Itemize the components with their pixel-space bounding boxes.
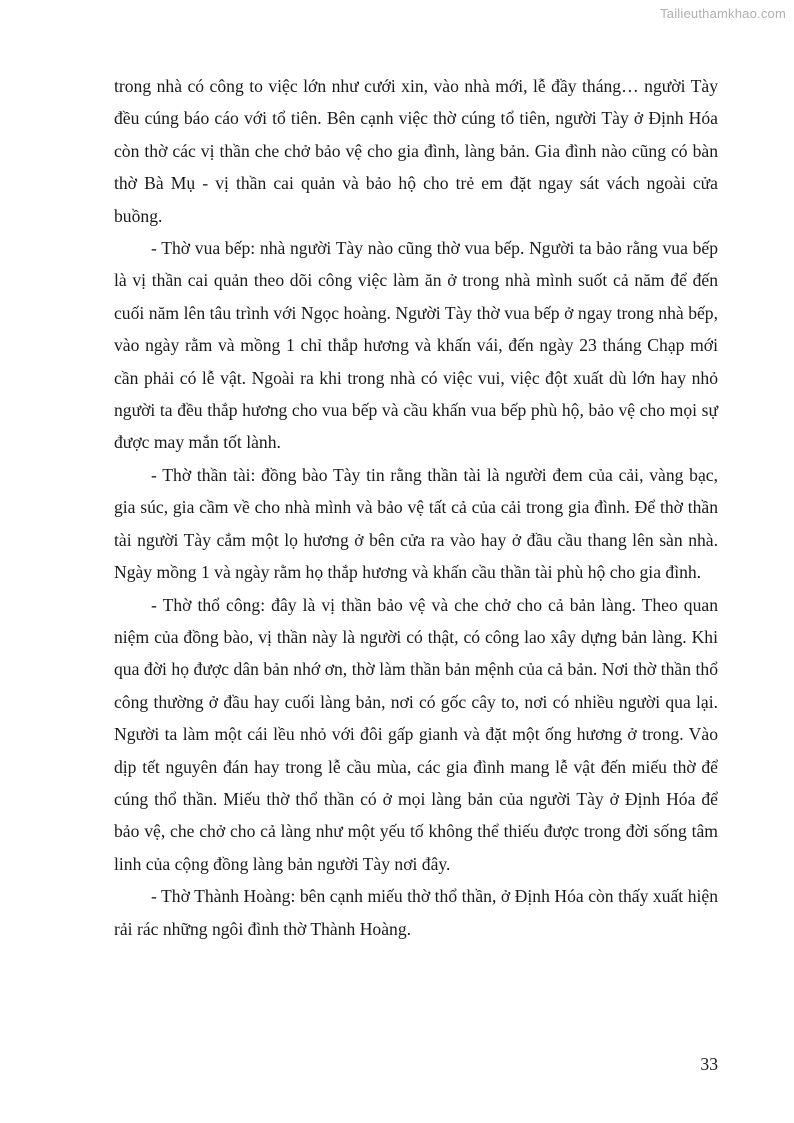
document-body <box>114 70 718 945</box>
paragraph-ancestor-worship: trong nhà có công to việc lớn như cưới xin, vào nhà mới, lễ đầy tháng… người Tày đều cúng báo cáo với tổ tiên. Bên cạnh việc thờ cúng tổ tiên, người Tày ở Định Hóa còn thờ các vị thần che chở bảo vệ cho gia đình, làng bản. Gia đình nào cũng có bàn thờ Bà Mụ - vị thần cai quản và bảo hộ cho trẻ em đặt ngay sát vách ngoài cửa buồng. <box>114 76 718 226</box>
page-number: 33 <box>700 1054 718 1074</box>
watermark-text: Tailieuthamkhao.com <box>660 6 786 21</box>
paragraph-tutelary-god: - Thờ Thành Hoàng: bên cạnh miếu thờ thổ thần, ở Định Hóa còn thấy xuất hiện rải rác những ngôi đình thờ Thành Hoàng. <box>114 886 718 939</box>
paragraph-land-god: - Thờ thổ công: đây là vị thần bảo vệ và che chở cho cả bản làng. Theo quan niệm của đồng bào, vị thần này là người có thật, có công lao xây dựng bản làng. Khi qua đời họ được dân bản nhớ ơn, thờ làm thần bản mệnh của cả bản. Nơi thờ thần thổ công thường ở đầu hay cuối làng bản, nơi có gốc cây to, nơi có nhiều người qua lại. Người ta làm một cái lều nhỏ với đôi gấp gianh và đặt một ống hương ở trong. Vào dịp tết nguyên đán hay trong lễ cầu mùa, các gia đình mang lễ vật đến miếu thờ để cúng thổ thần. Miếu thờ thổ thần có ở mọi làng bản của người Tày ở Định Hóa để bảo vệ, che chở cho cả làng như một yếu tố không thể thiếu được trong đời sống tâm linh của cộng đồng làng bản người Tày nơi đây. <box>114 594 718 874</box>
paragraph-kitchen-god: - Thờ vua bếp: nhà người Tày nào cũng thờ vua bếp. Người ta bảo rằng vua bếp là vị thần cai quản theo dõi công việc làm ăn ở trong nhà mình suốt cả năm để đến cuối năm lên tâu trình với Ngọc hoàng. Người Tày thờ vua bếp ở ngay trong nhà bếp, vào ngày rằm và mồng 1 chỉ thắp hương và khấn vái, đến ngày 23 tháng Chạp mới cần phải có lễ vật. Ngoài ra khi trong nhà có việc vui, việc đột xuất dù lớn hay nhỏ người ta đều thắp hương cho vua bếp và cầu khấn vua bếp phù hộ, bảo vệ cho mọi sự được may mắn tốt lành. <box>114 238 718 453</box>
paragraph-wealth-god: - Thờ thần tài: đồng bào Tày tin rằng thần tài là người đem của cải, vàng bạc, gia súc, gia cầm về cho nhà mình và bảo vệ tất cả của cải trong gia đình. Để thờ thần tài người Tày cắm một lọ hương ở bên cửa ra vào hay ở đầu cầu thang lên sàn nhà. Ngày mồng 1 và ngày rằm họ thắp hương và khấn cầu thần tài phù hộ cho gia đình. <box>114 464 718 583</box>
